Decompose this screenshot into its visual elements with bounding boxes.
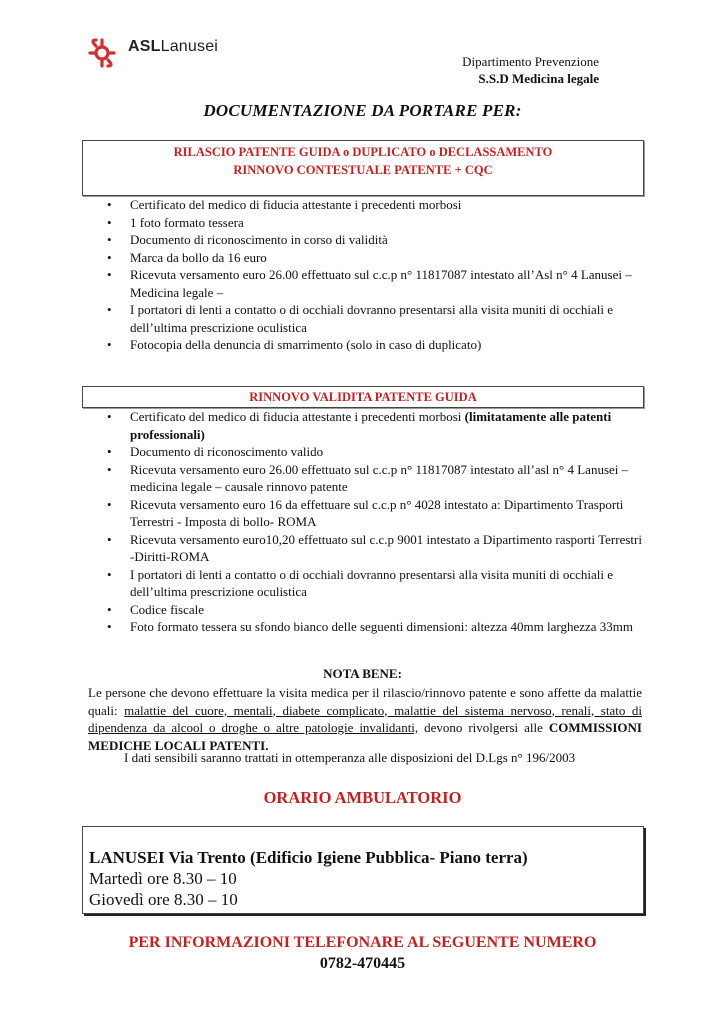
list-item: • Ricevuta versamento euro10,20 effettuato sul c.c.p 9001 intestato a Dipartimento rasporti Terrestri -Diritti-ROMA bbox=[100, 531, 642, 566]
list-item: • Ricevuta versamento euro 16 da effettuare sul c.c.p n° 4028 intestato a: Dipartimento Trasporti Terrestri - Imposta di bollo- ROMA bbox=[100, 496, 642, 531]
hours-tuesday: Martedì ore 8.30 – 10 bbox=[89, 869, 237, 888]
phone-number: 0782-470445 bbox=[319, 955, 406, 972]
list-item: • Codice fiscale bbox=[100, 601, 642, 619]
list-item: • Marca da bollo da 16 euro bbox=[100, 249, 642, 267]
list-item: • Documento di riconoscimento in corso di validità bbox=[100, 231, 642, 249]
nota-bene-text: Le persone che devono effettuare la visita medica per il rilascio/rinnovo patente e sono affette da malattie quali: malattie del cuore, mentali, diabete complicato, malattie del sistema nervoso, renali, stato di dipendenza da alcool o droghe o altre patologie invalidanti, devono rivolgersi alle COMMISSIONI MEDICHE LOCALI PATENTI. bbox=[88, 685, 642, 753]
department-header bbox=[462, 53, 599, 87]
list-item: • I portatori di lenti a contatto o di occhiali dovranno presentarsi alla visita muniti di occhiali e dell’ultima prescrizione oculistica bbox=[100, 301, 642, 336]
list-item: • 1 foto formato tessera bbox=[100, 214, 642, 232]
list-item: • Certificato del medico di fiducia attestante i precedenti morbosi bbox=[100, 196, 642, 214]
list-item: • Ricevuta versamento euro 26.00 effettuato sul c.c.p n° 11817087 intestato all’asl n° 4 Lanusei – medicina legale – causale rinnovo patente bbox=[100, 461, 642, 496]
logo-wordmark: ASLLanusei bbox=[128, 38, 219, 55]
info-text: PER INFORMAZIONI TELEFONARE AL SEGUENTE NUMERO bbox=[128, 934, 597, 951]
department-name: Dipartimento Prevenzione bbox=[462, 54, 599, 69]
unit-name: S.S.D Medicina legale bbox=[478, 71, 599, 86]
privacy-note: I dati sensibili saranno trattati in ottemperanza alle disposizioni del D.Lgs n° 196/2003 bbox=[124, 750, 576, 765]
list-item: • Foto formato tessera su sfondo bianco delle seguenti dimensioni: altezza 40mm larghezza 33mm bbox=[100, 618, 642, 636]
section2-heading-box bbox=[82, 386, 644, 408]
list-item: • Certificato del medico di fiducia attestante i precedenti morbosi (limitatamente alle patenti professionali) bbox=[100, 408, 642, 443]
list-item: • I portatori di lenti a contatto o di occhiali dovranno presentarsi alla visita muniti di occhiali e dell’ultima prescrizione oculistica bbox=[100, 566, 642, 601]
section2-heading: RINNOVO VALIDITA PATENTE GUIDA bbox=[249, 390, 477, 404]
list-item: • Fotocopia della denuncia di smarrimento (solo in caso di duplicato) bbox=[100, 336, 642, 354]
list-item: • Ricevuta versamento euro 26.00 effettuato sul c.c.p n° 11817087 intestato all’Asl n° 4 Lanusei – Medicina legale – bbox=[100, 266, 642, 301]
orario-heading: ORARIO AMBULATORIO bbox=[263, 788, 462, 807]
section1-heading-box bbox=[82, 140, 644, 196]
section1-heading-line2: RINNOVO CONTESTUALE PATENTE + CQC bbox=[233, 163, 493, 177]
clinic-location: LANUSEI Via Trento (Edificio Igiene Pubblica- Piano terra) bbox=[89, 848, 528, 867]
hours-thursday: Giovedì ore 8.30 – 10 bbox=[89, 890, 238, 909]
hours-box bbox=[82, 826, 644, 914]
asl-logo-icon bbox=[86, 36, 126, 70]
page-title: DOCUMENTAZIONE DA PORTARE PER: bbox=[203, 101, 522, 120]
list-item: • Documento di riconoscimento valido bbox=[100, 443, 642, 461]
section1-heading-line1: RILASCIO PATENTE GUIDA o DUPLICATO o DECLASSAMENTO bbox=[173, 145, 553, 159]
nota-bene-heading: NOTA BENE: bbox=[323, 666, 402, 681]
section1-list bbox=[100, 196, 642, 354]
section2-list bbox=[100, 408, 642, 636]
